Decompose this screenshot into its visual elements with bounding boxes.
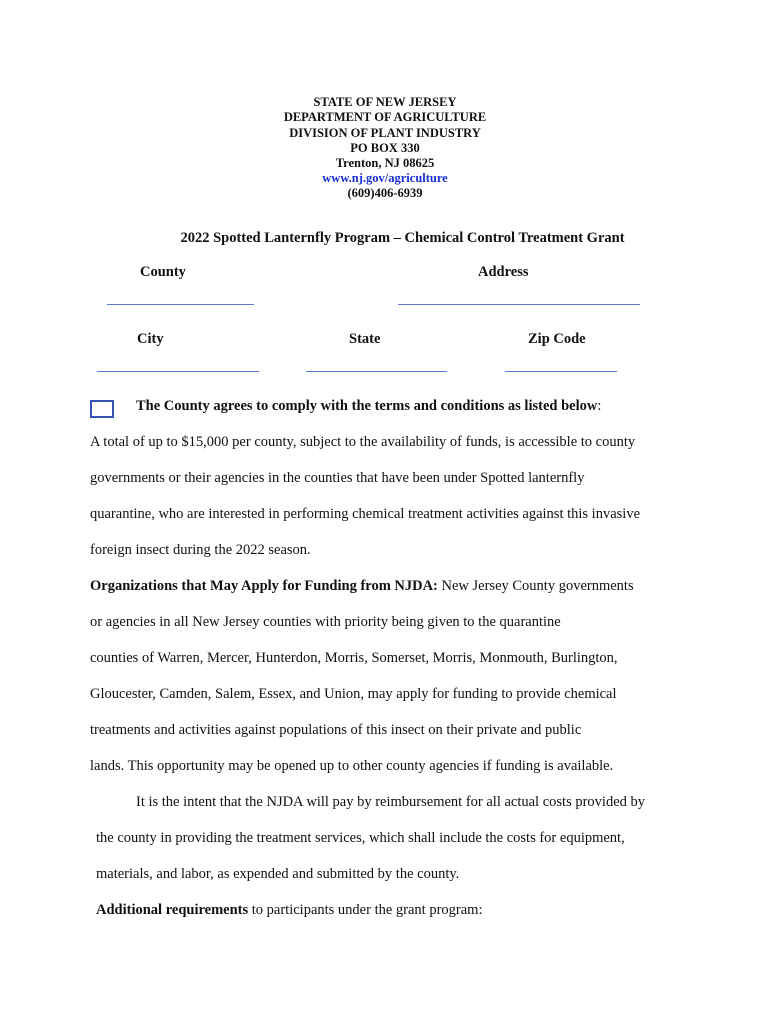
po-box: PO BOX 330 — [350, 141, 420, 155]
paragraph-line: treatments and activities against populations of this insect on their private and public — [90, 722, 582, 738]
address-field[interactable] — [398, 304, 640, 305]
city-label: City — [137, 331, 164, 347]
department-heading: DEPARTMENT OF AGRICULTURE — [283, 110, 487, 124]
paragraph-line: counties of Warren, Mercer, Hunterdon, Morris, Somerset, Morris, Monmouth, Burlington, — [90, 650, 618, 666]
agree-statement — [136, 398, 601, 414]
eligibility-text: New Jersey County governments — [437, 578, 634, 594]
additional-requirements — [96, 902, 482, 918]
additional-requirements-heading: Additional requirements — [96, 902, 249, 918]
additional-requirements-text: to participants under the grant program: — [248, 902, 483, 918]
city-line: Trenton, NJ 08625 — [335, 156, 435, 170]
county-field[interactable] — [107, 304, 254, 305]
form-title: 2022 Spotted Lanternfly Program – Chemical Control Treatment Grant — [180, 230, 625, 246]
state-field[interactable] — [306, 371, 447, 372]
paragraph-line: A total of up to $15,000 per county, subject to the availability of funds, is accessible to county — [90, 434, 636, 450]
paragraph-line: or agencies in all New Jersey counties with priority being given to the quarantine — [90, 614, 561, 630]
paragraph-line: Gloucester, Camden, Salem, Essex, and Union, may apply for funding to provide chemical — [90, 686, 617, 702]
county-label: County — [140, 264, 186, 280]
paragraph-line: lands. This opportunity may be opened up to other county agencies if funding is available. — [90, 758, 614, 774]
agree-text: The County agrees to comply with the terms and conditions as listed below — [136, 398, 598, 414]
zip-label: Zip Code — [528, 331, 586, 347]
paragraph-line: It is the intent that the NJDA will pay by reimbursement for all actual costs provided by — [136, 794, 646, 810]
state-label: State — [349, 331, 381, 347]
phone-number: (609)406-6939 — [347, 186, 423, 200]
paragraph-line: foreign insect during the 2022 season. — [90, 542, 311, 558]
agree-colon: : — [597, 398, 602, 414]
website-link[interactable]: www.nj.gov/agriculture — [322, 171, 448, 185]
address-label: Address — [478, 264, 529, 280]
paragraph-line: the county in providing the treatment services, which shall include the costs for equipment, — [96, 830, 625, 846]
state-heading: STATE OF NEW JERSEY — [313, 95, 457, 109]
paragraph-line — [90, 578, 634, 594]
eligibility-heading: Organizations that May Apply for Funding from NJDA: — [90, 578, 438, 594]
agree-checkbox[interactable] — [90, 400, 114, 418]
division-heading: DIVISION OF PLANT INDUSTRY — [289, 126, 481, 140]
paragraph-line: materials, and labor, as expended and submitted by the county. — [96, 866, 460, 882]
zip-field[interactable] — [505, 371, 617, 372]
city-field[interactable] — [97, 371, 259, 372]
paragraph-line: governments or their agencies in the counties that have been under Spotted lanternfly — [90, 470, 585, 486]
paragraph-line: quarantine, who are interested in performing chemical treatment activities against this invasive — [90, 506, 641, 522]
